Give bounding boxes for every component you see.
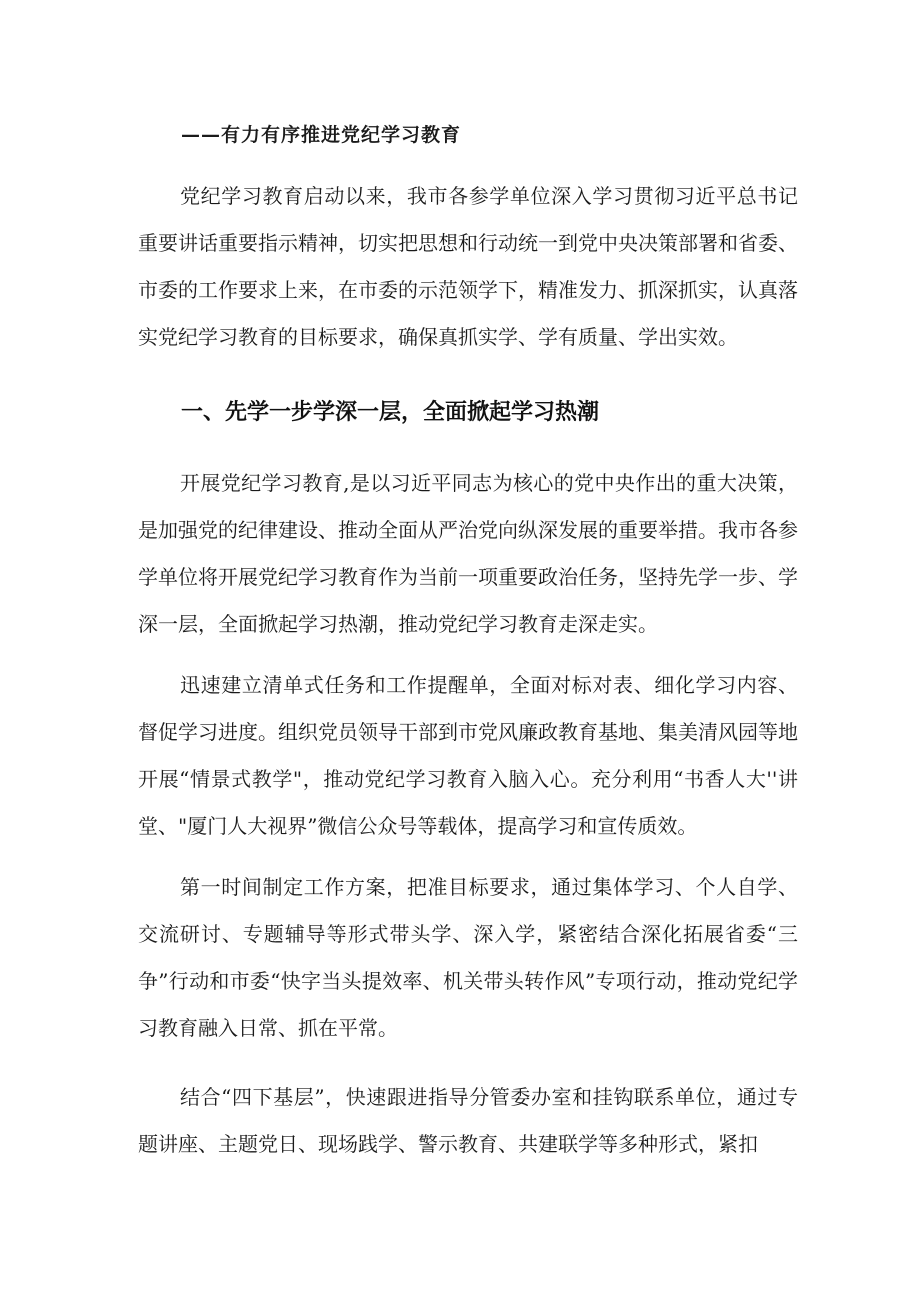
body-paragraph-2: 迅速建立清单式任务和工作提醒单，全面对标对表、细化学习内容、督促学习进度。组织党员领导干部到市党风廉政教育基地、集美清风园等地开展“情景式教学"，推动党纪学习教育入脑入心。充分利用“书香人大''讲堂、"厦门人大视界”微信公众号等载体，提高学习和宣传质效。: [138, 673, 798, 838]
intro-paragraph: 党纪学习教育启动以来，我市各参学单位深入学习贯彻习近平总书记重要讲话重要指示精神，切实把思想和行动统一到党中央决策部署和省委、市委的工作要求上来，在市委的示范领学下，精准发力、抓深抓实，认真落实党纪学习教育的目标要求，确保真抓实学、学有质量、学出实效。: [138, 184, 798, 349]
body-paragraph-1: 开展党纪学习教育,是以习近平同志为核心的党中央作出的重大决策，是加强党的纪律建设、推动全面从严治党向纵深发展的重要举措。我市各参学单位将开展党纪学习教育作为当前一项重要政治任务，坚持先学一步、学深一层，全面掀起学习热潮，推动党纪学习教育走深走实。: [138, 471, 798, 636]
body-paragraph-4: 结合“四下基层”，快速跟进指导分管委办室和挂钩联系单位，通过专题讲座、主题党日、现场践学、警示教育、共建联学等多种形式，紧扣: [138, 1085, 798, 1156]
body-paragraph-3: 第一时间制定工作方案，把准目标要求，通过集体学习、个人自学、交流研讨、专题辅导等形式带头学、深入学，紧密结合深化拓展省委“三争”行动和市委“快字当头提效率、机关带头转作风”专项行动，推动党纪学习教育融入日常、抓在平常。: [138, 875, 798, 1040]
document-subtitle: ——有力有序推进党纪学习教育: [181, 124, 462, 146]
section-heading: 一、先学一步学深一层，全面掀起学习热潮: [181, 400, 600, 425]
